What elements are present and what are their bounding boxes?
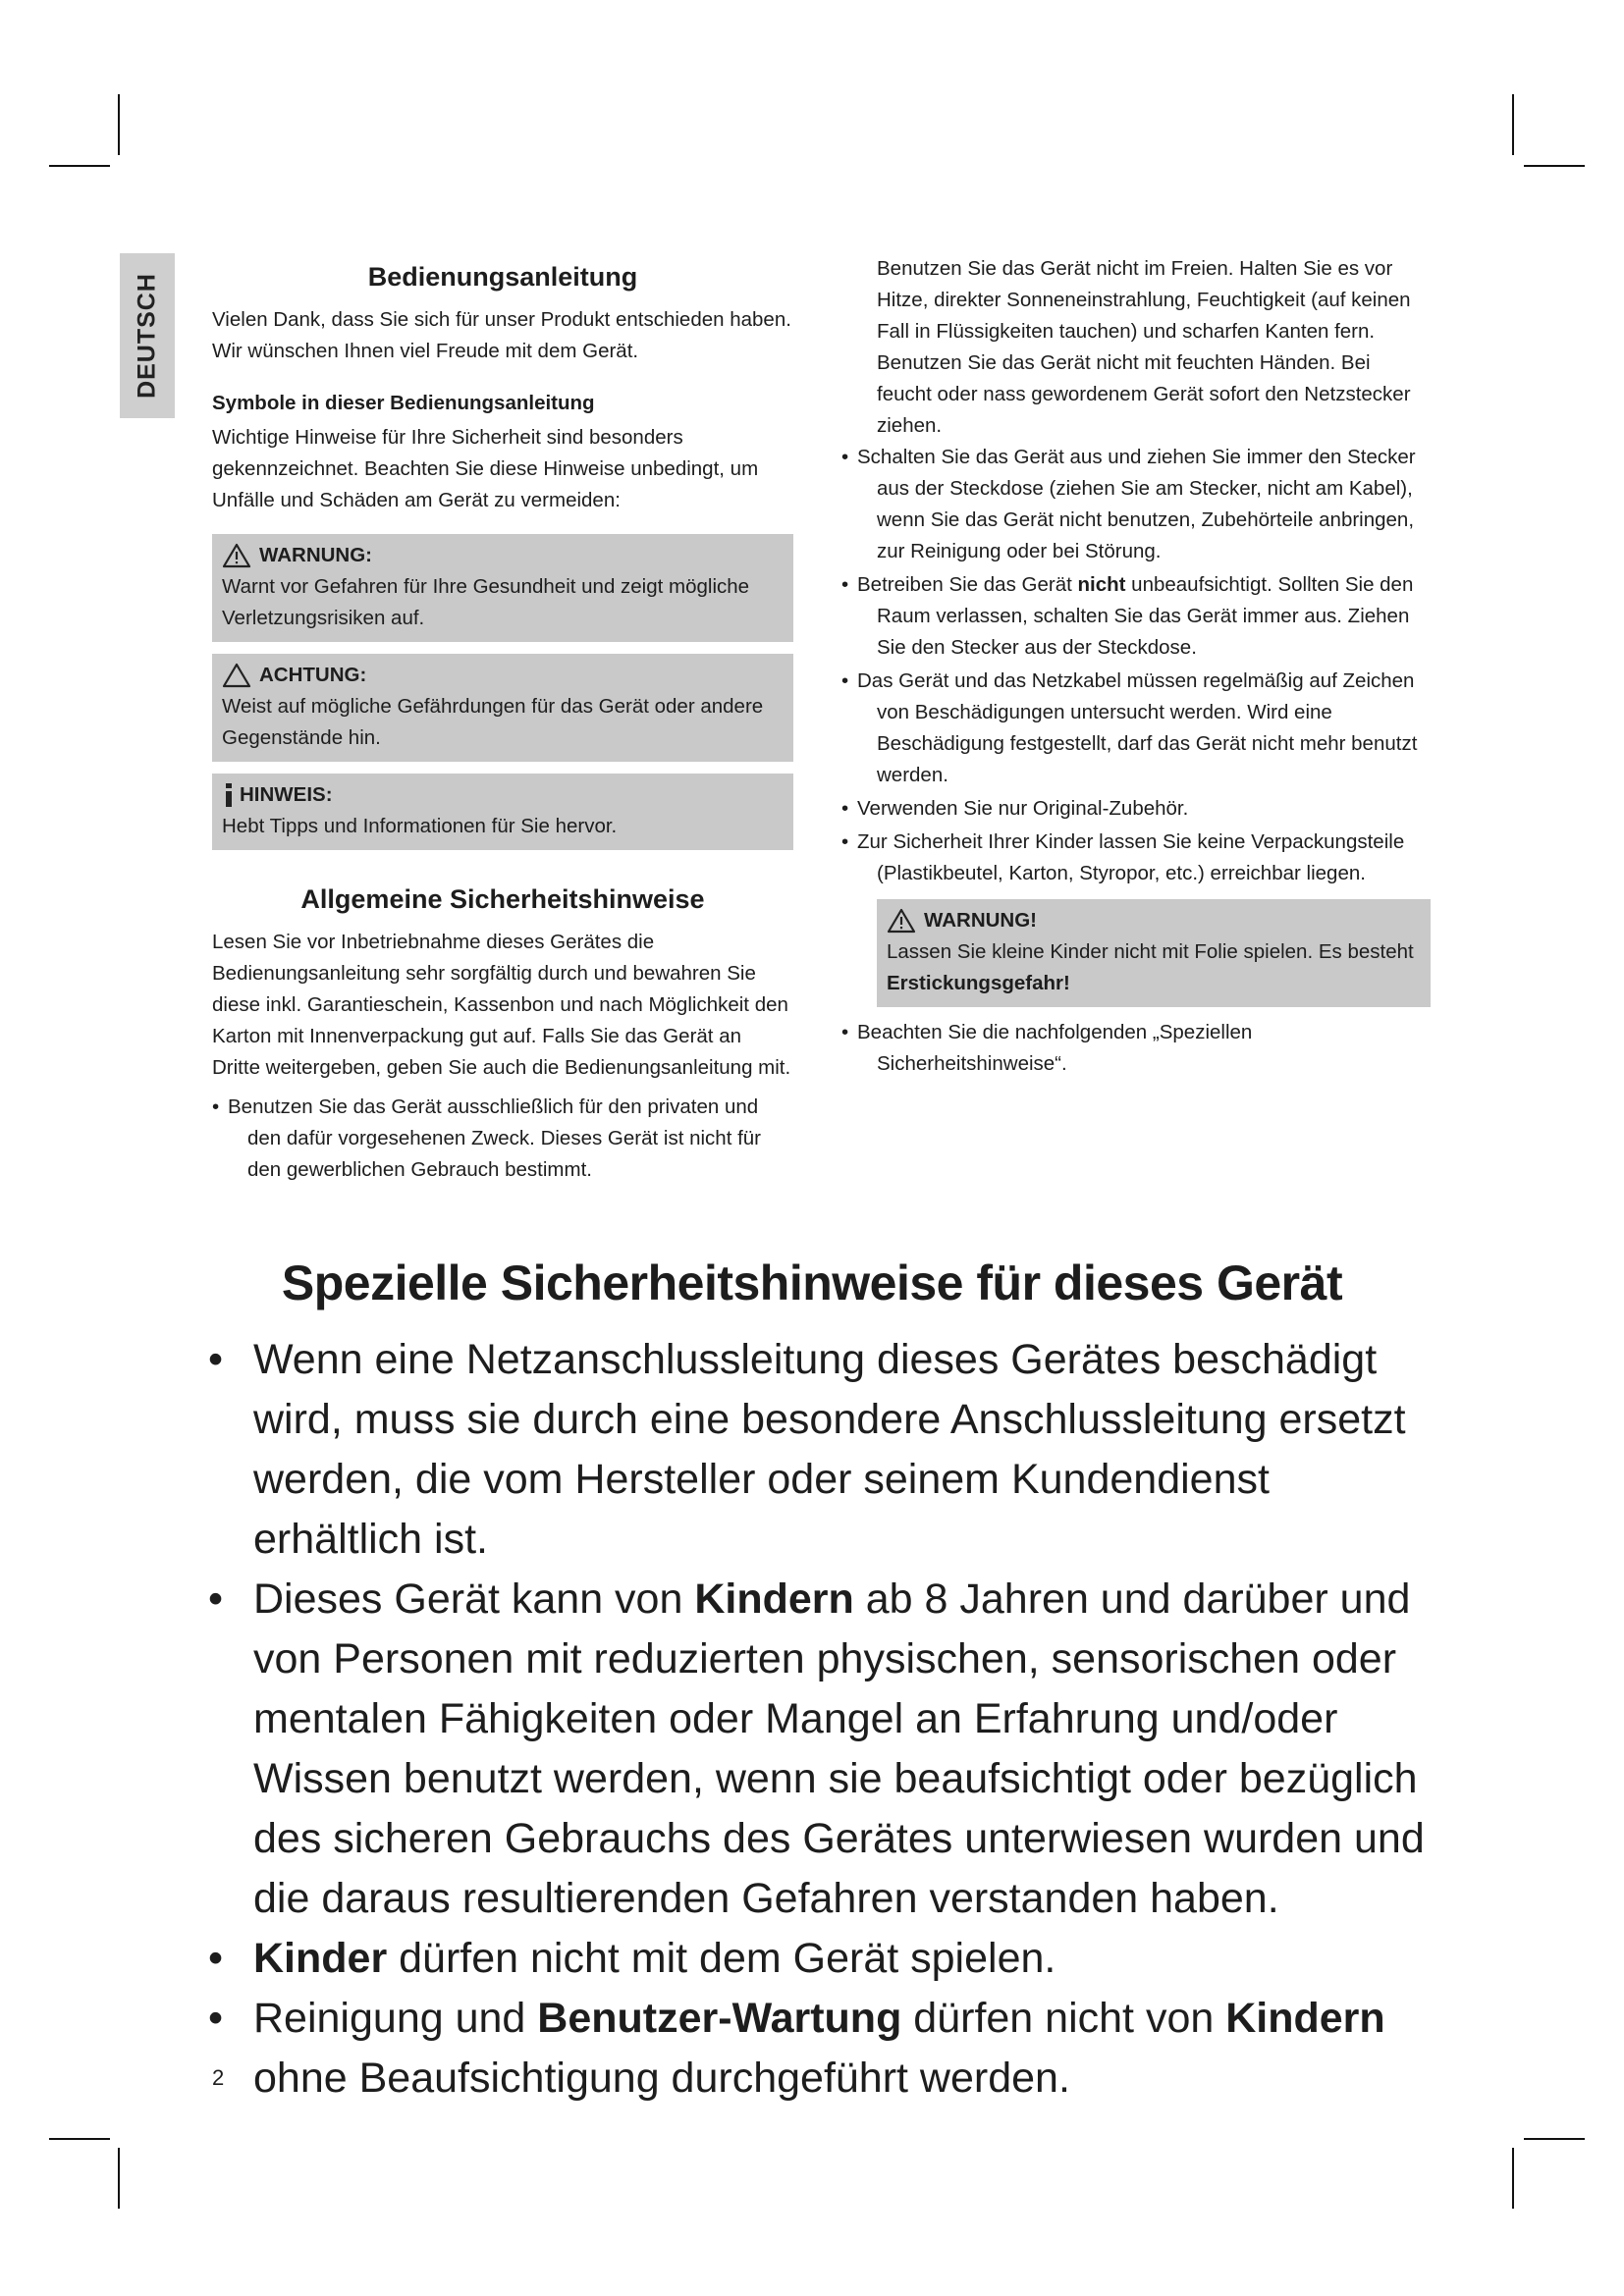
list-item-emphasis: Kindern (1225, 1995, 1385, 2042)
warning-box-label: WARNUNG: (259, 544, 373, 566)
general-safety-list (212, 1092, 793, 1186)
symbols-text: Wichtige Hinweise für Ihre Sicherheit sind besonders gekennzeichnet. Beachten Sie diese Hinweise unbedingt, um Unfälle und Schäden am Gerät zu vermeiden: (212, 426, 759, 511)
caution-box (212, 654, 793, 762)
list-item-text: ab 8 Jahren und darüber und von Personen mit reduzierten physischen, sensorischen oder mentalen Fähigkeiten oder Mangel an Erfahrung und/oder Wissen benutzt werden, wenn sie beaufsichtigt oder bezüglich des sicheren Gebrauchs des Gerätes unterwiesen wurden und die daraus resultierenden Gefahren verstanden haben. (253, 1575, 1425, 1922)
list-item: • Kinder dürfen nicht mit dem Gerät spielen. (208, 1935, 1056, 1982)
general-safety-title: Allgemeine Sicherheitshinweise (300, 884, 705, 914)
right-column (841, 253, 1431, 1082)
suffocation-warning-label: WARNUNG! (924, 909, 1038, 932)
list-item-emphasis: Kinder (253, 1935, 388, 1982)
list-item-text: Dieses Gerät kann von (253, 1575, 695, 1623)
list-item-emphasis: Kindern (694, 1575, 854, 1623)
list-item-text: Wenn eine Netzanschlussleitung dieses Gerätes beschädigt wird, muss sie durch eine besondere Anschlussleitung ersetzt werden, die vom Hersteller oder seinem Kundendienst erhältlich ist. (253, 1336, 1406, 1563)
list-item-text: Betreiben Sie das Gerät (857, 573, 1078, 596)
crop-mark (1524, 2138, 1585, 2140)
safety-list-continued (841, 1017, 1431, 1080)
list-item-text: ohne Beaufsichtigung durchgeführt werden. (253, 2055, 1070, 2102)
list-item: • Das Gerät und das Netzkabel müssen regelmäßig auf Zeichen von Beschädigungen untersucht werden. Wird eine Beschädigung festgestellt, darf das Gerät nicht mehr benutzt werden. (841, 666, 1431, 791)
list-item: • Schalten Sie das Gerät aus und ziehen Sie immer den Stecker aus der Steckdose (ziehen Sie am Stecker, nicht am Kabel), wenn Sie das Gerät nicht benutzen, Zubehörteile anbringen, zur Reinigung oder bei Störung. (841, 442, 1431, 567)
suffocation-warning-emphasis: Erstickungsgefahr! (887, 972, 1070, 994)
warning-box-title (222, 540, 784, 571)
list-item-emphasis: Benutzer-Wartung (537, 1995, 902, 2042)
list-item: • Zur Sicherheit Ihrer Kinder lassen Sie keine Verpackungsteile (Plastikbeutel, Karton, Styropor, etc.) erreichbar liegen. (841, 827, 1431, 889)
crop-mark (49, 165, 110, 167)
language-tab (120, 253, 175, 418)
caution-triangle-icon (222, 663, 251, 688)
crop-mark (118, 2148, 120, 2209)
list-item: • Verwenden Sie nur Original-Zubehör. (841, 793, 1431, 825)
list-item-text: dürfen nicht von (901, 1995, 1226, 2042)
crop-mark (1512, 2148, 1514, 2209)
warning-box-text: Warnt vor Gefahren für Ihre Gesundheit und zeigt mögliche Verletzungsrisiken auf. (222, 575, 750, 629)
caution-box-label: ACHTUNG: (259, 664, 367, 686)
crop-mark (1512, 94, 1514, 155)
special-safety-title: Spezielle Sicherheitshinweise für dieses Gerät (281, 1255, 1343, 1310)
list-item: • Reinigung und Benutzer-Wartung dürfen nicht von Kindern ohne Beaufsichtigung durchgeführt werden. (208, 1995, 1385, 2102)
language-tab-label: DEUTSCH (133, 273, 161, 399)
warning-triangle-icon (222, 543, 251, 568)
list-item: • Beachten Sie die nachfolgenden „Speziellen Sicherheitshinweise“. (841, 1017, 1431, 1080)
list-item: • Dieses Gerät kann von Kindern ab 8 Jahren und darüber und von Personen mit reduzierten physischen, sensorischen oder mentalen Fähigkeiten oder Mangel an Erfahrung und/oder Wissen benutzt werden, wenn sie beaufsichtigt oder bezüglich des sicheren Gebrauchs des Gerätes unterwiesen wurden und die daraus resultierenden Gefahren verstanden haben. (208, 1575, 1425, 1922)
warning-box (212, 534, 793, 642)
note-box-title (222, 779, 784, 811)
suffocation-warning-box (877, 899, 1431, 1007)
caution-box-text: Weist auf mögliche Gefährdungen für das Gerät oder andere Gegenstände hin. (222, 695, 764, 749)
list-item-text: Reinigung und (253, 1995, 538, 2042)
symbols-heading: Symbole in dieser Bedienungsanleitung (212, 392, 595, 414)
suffocation-warning-text (887, 936, 1421, 999)
continued-text: Benutzen Sie das Gerät nicht im Freien. Halten Sie es vor Hitze, direkter Sonneneinstrahlung, Feuchtigkeit (auf keinen Fall in Flüssigkeiten tauchen) und scharfen Kanten fern. Benutzen Sie das Gerät nicht mit feuchten Händen. Bei feucht oder nass gewordenem Gerät sofort den Netzstecker ziehen. (877, 257, 1411, 437)
page-number: 2 (212, 2065, 225, 2090)
list-item-text: unbeaufsichtigt. Sollten Sie den Raum verlassen, schalten Sie das Gerät immer aus. Ziehen Sie den Stecker aus der Steckdose. (877, 573, 1414, 659)
manual-title: Bedienungsanleitung (367, 262, 638, 292)
crop-mark (49, 2138, 110, 2140)
list-item: • Wenn eine Netzanschlussleitung dieses Gerätes beschädigt wird, muss sie durch eine besondere Anschlussleitung ersetzt werden, die vom Hersteller oder seinem Kundendienst erhältlich ist. (208, 1336, 1406, 1563)
list-item-emphasis: nicht (1077, 573, 1126, 596)
note-box-label: HINWEIS: (240, 783, 333, 806)
general-safety-text: Lesen Sie vor Inbetriebnahme dieses Gerätes die Bedienungsanleitung sehr sorgfältig durch und bewahren Sie diese inkl. Garantieschein, Kassenbon und nach Möglichkeit den Karton mit Innenverpackung gut auf. Falls Sie das Gerät an Dritte weitergeben, geben Sie auch die Bedienungsanleitung mit. (212, 931, 791, 1079)
intro-text: Vielen Dank, dass Sie sich für unser Produkt entschieden haben. Wir wünschen Ihnen viel Freude mit dem Gerät. (212, 308, 791, 362)
crop-mark (118, 94, 120, 155)
info-icon (222, 781, 236, 809)
warning-triangle-icon (887, 908, 916, 934)
note-box (212, 774, 793, 850)
list-item (841, 569, 1431, 664)
suffocation-warning-text-a: Lassen Sie kleine Kinder nicht mit Folie spielen. Es besteht (887, 940, 1414, 963)
caution-box-title (222, 660, 784, 691)
left-column (212, 253, 793, 1188)
crop-mark (1524, 165, 1585, 167)
note-box-text: Hebt Tipps und Informationen für Sie hervor. (222, 815, 618, 837)
list-item-text: dürfen nicht mit dem Gerät spielen. (387, 1935, 1056, 1982)
special-safety-list (208, 1330, 1426, 2109)
safety-list (841, 442, 1431, 889)
list-item: • Benutzen Sie das Gerät ausschließlich für den privaten und den dafür vorgesehenen Zweck. Dieses Gerät ist nicht für den gewerblichen Gebrauch bestimmt. (212, 1092, 793, 1186)
suffocation-warning-title (887, 905, 1421, 936)
